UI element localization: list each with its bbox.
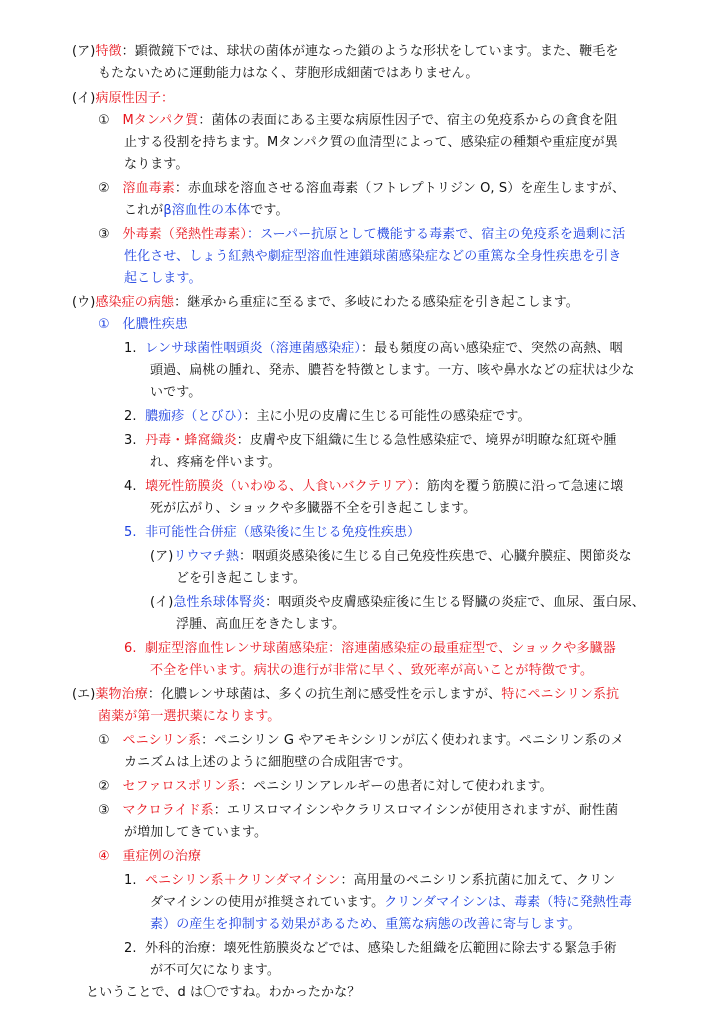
b-item3-term: 外毒素（発熱性毒素）: [122, 227, 247, 242]
b-item3-line2: 性化させ、しょう紅熱や劇症型溶血性連鎖球菌感染症などの重篤な全身性疾患を引き: [124, 249, 622, 264]
c-n4-line1: [124, 476, 623, 498]
c-n5b-line1: [150, 592, 645, 614]
d-item2-num: ②: [98, 779, 110, 794]
b-item2-line1: [98, 178, 625, 200]
b-item1-line2: 止する役割を持ちます。Mタンパク質の血清型によって、感染症の種類や重症度が異: [124, 135, 618, 150]
d-item3-num: ③: [98, 803, 110, 818]
b-item3-num: ③: [98, 227, 110, 242]
c-n2-text1: ：主に小児の皮膚に生じる可能性の感染症です。: [243, 409, 531, 424]
b-item1-line1: [98, 110, 617, 132]
b-item3-text1: ：スーパー抗原として機能する毒素で、宿主の免疫系を過剰に活: [246, 227, 626, 242]
b-item1-text1: ：菌体の表面にある主要な病原性因子で、宿主の免疫系からの貪食を阻: [198, 113, 618, 128]
c-n4-term: 壊死性筋膜炎（いわゆる、人食いバクテリア）: [145, 479, 414, 494]
d-item3-text1: ：エリスロマイシンやクラリスロマイシンが使用されますが、耐性菌: [213, 803, 619, 818]
c-n3-text1: ：皮膚や皮下組織に生じる急性感染症で、境界が明瞭な紅斑や腫: [236, 433, 617, 448]
c-n5-heading: [124, 522, 420, 544]
b-item2-text2a: これが: [124, 203, 164, 218]
d-item1-term: ペニシリン系: [122, 733, 202, 748]
d-item4-s1-text2: ダマイシンの使用が推奨されています。: [150, 895, 385, 910]
d-item1-text1: ：ペニシリン G やアモキシシリンが広く使われます。ペニシリン系のメ: [201, 733, 624, 748]
section-d-marker: (エ): [72, 687, 96, 702]
c-n3-line2: れ、疼痛を伴います。: [150, 455, 281, 470]
b-item1-num: ①: [98, 113, 110, 128]
section-c-term: 感染症の病態: [95, 295, 175, 310]
b-item2-num: ②: [98, 181, 110, 196]
b-item3-line3: 起こします。: [124, 271, 202, 286]
d-item4-s1-text2b: クリンダマイシンは、毒素（特に発熱性毒: [384, 895, 632, 910]
c-n1-line1: [124, 338, 623, 360]
section-a-marker: (ア): [72, 44, 96, 59]
section-a-line2: もたないために運動能力はなく、芽胞形成細菌ではありません。: [98, 66, 479, 81]
c-n4-num: 4.: [124, 479, 137, 494]
section-c-text: ：継承から重症に至るまで、多岐にわたる感染症を引き起こします。: [174, 295, 579, 310]
section-a-term: 特徴: [95, 44, 122, 59]
c-n1-term: レンサ球菌性咽頭炎（溶連菌感染症）: [145, 341, 361, 356]
c-n3-term: 丹毒・蜂窩織炎: [145, 433, 237, 448]
d-item4-s1-num: 1.: [124, 873, 137, 888]
c-n5b-marker: (イ): [150, 595, 174, 610]
b-item1-term: Mタンパク質: [122, 113, 199, 128]
c-n5b-text1: ：咽頭炎や皮膚感染症後に生じる腎臓の炎症で、血尿、蛋白尿、: [265, 595, 645, 610]
d-item1-num: ①: [98, 733, 110, 748]
section-a-line1: [72, 41, 618, 63]
section-c-marker: (ウ): [72, 295, 96, 310]
c-n6-line1: [124, 638, 616, 660]
section-d-text1b: 特にペニシリン系抗: [501, 687, 620, 702]
c-n2-num: 2.: [124, 409, 137, 424]
c-n5-num: 5.: [124, 525, 137, 540]
section-d-term: 薬物治療: [95, 687, 148, 702]
d-item2-line1: [98, 776, 553, 798]
d-item4-s2-text1: 外科的治療：壊死性筋膜炎などでは、感染した組織を広範囲に除去する緊急手術: [145, 941, 617, 956]
c-n3-num: 3.: [124, 433, 137, 448]
c-n1-text1: ：最も頻度の高い感染症で、突然の高熱、咽: [360, 341, 623, 356]
c-sub1-num: ①: [98, 317, 110, 332]
c-n6-text1: 劇症型溶血性レンサ球菌感染症：溶連菌感染症の最重症型で、ショックや多臓器: [145, 641, 616, 656]
d-item4-s2-num: 2.: [124, 941, 137, 956]
c-n5a-marker: (ア): [150, 549, 174, 564]
c-n1-num: 1.: [124, 341, 137, 356]
c-n5a-line1: [150, 546, 632, 568]
d-item4-s2-line2: が不可欠になります。: [150, 963, 280, 978]
section-d-line2: 菌薬が第一選択薬になります。: [98, 709, 281, 724]
d-item4-s1-term: ペニシリン系＋クリンダマイシン: [145, 873, 341, 888]
closing-remark: ということで、d は〇ですね。わかったかな？: [86, 985, 361, 1000]
section-c-heading: [72, 292, 579, 314]
d-item2-text1: ：ペニシリンアレルギーの患者に対して使われます。: [240, 779, 553, 794]
c-n1-line2: 頭過、扁桃の腫れ、発赤、膿苔を特徴とします。一方、咳や鼻水などの症状は少な: [150, 363, 635, 378]
d-item4-heading: [98, 846, 201, 868]
d-item4-num: ④: [98, 849, 110, 864]
b-item2-line2: [124, 200, 289, 222]
d-item3-line1: [98, 800, 618, 822]
section-a-text1: ：顕微鏡下では、球状の菌体が連なった鎖のような形状をしています。また、鞭毛を: [121, 44, 619, 59]
b-item2-beta: β溶血性の本体: [163, 203, 251, 218]
c-n5a-term: リウマチ熱: [173, 549, 239, 564]
d-item4-s1-line2: [150, 892, 632, 914]
d-item3-line2: が増加してきています。: [124, 825, 268, 840]
c-n4-line2: 死が広がり、ショックや多臓器不全を引き起こします。: [150, 501, 477, 516]
d-item1-line1: [98, 730, 624, 752]
c-n5-label: 非可能性合併症（感染後に生じる免疫性疾患）: [145, 525, 421, 540]
d-item4-label: 重症例の治療: [122, 849, 202, 864]
section-b-marker: (イ): [72, 91, 96, 106]
b-item3-line1: [98, 224, 625, 246]
d-item4-s2-line1: [124, 938, 617, 960]
d-item3-term: マクロライド系: [122, 803, 214, 818]
c-n5b-term: 急性糸球体腎炎: [173, 595, 266, 610]
section-d-text1a: ：化膿レンサ球菌は、多くの抗生剤に感受性を示しますが、: [147, 687, 502, 702]
d-item1-line2: カニズムは上述のように細胞壁の合成阻害です。: [124, 755, 412, 770]
d-item4-s1-text1: ：高用量のペニシリン系抗菌に加えて、クリン: [340, 873, 616, 888]
b-item2-term: 溶血毒素: [122, 181, 175, 196]
c-sub1-label: 化膿性疾患: [122, 317, 188, 332]
section-b-term: 病原性因子：: [95, 91, 175, 106]
c-n6-num: 6.: [124, 641, 137, 656]
c-n1-line3: いです。: [150, 385, 202, 400]
c-sub1: [98, 314, 188, 336]
c-n2-line1: [124, 406, 531, 428]
c-n5a-line2: どを引き起こします。: [176, 571, 306, 586]
c-n4-text1: ：筋肉を覆う筋膜に沿って急速に壊: [413, 479, 624, 494]
d-item2-term: セファロスポリン系: [122, 779, 241, 794]
section-b-heading: [72, 88, 174, 110]
section-d-line1: [72, 684, 619, 706]
d-item4-s1-line1: [124, 870, 615, 892]
c-n5b-line2: 浮腫、高血圧をきたします。: [176, 617, 346, 632]
b-item2-text1: ：赤血球を溶血させる溶血毒素（フトレプトリジン O, S）を産生しますが、: [174, 181, 626, 196]
d-item4-s1-line3: 素）の産生を抑制する効果があるため、重篤な病態の改善に寄与します。: [150, 917, 581, 932]
c-n5a-text1: ：咽頭炎感染後に生じる自己免疫性疾患で、心臓弁膜症、関節炎な: [238, 549, 632, 564]
c-n2-term: 膿痂疹（とびひ）: [145, 409, 244, 424]
c-n6-line2: 不全を伴います。病状の進行が非常に早く、致死率が高いことが特徴です。: [150, 663, 594, 678]
c-n3-line1: [124, 430, 616, 452]
b-item2-text2c: です。: [250, 203, 289, 218]
b-item1-line3: なります。: [124, 157, 189, 172]
